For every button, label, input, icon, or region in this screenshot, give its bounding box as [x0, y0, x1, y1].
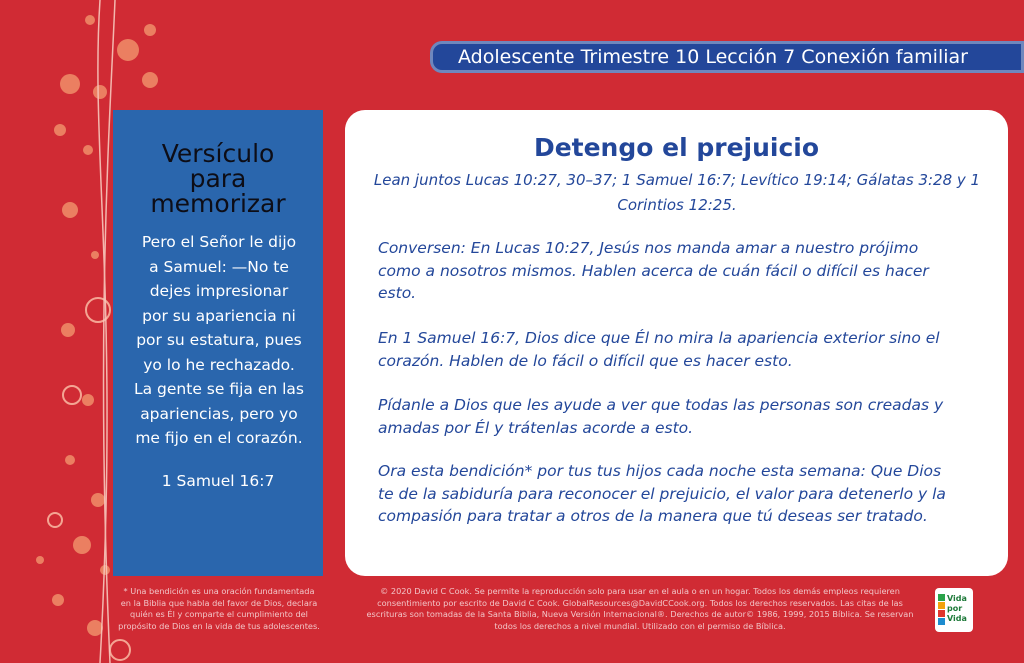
copyright-line: © 2020 David C Cook. Se permite la reproducción solo para usar en el aula o en un hogar. Todos los demás empleos requieren	[380, 586, 900, 596]
footnote-line: * Una bendición es una oración fundamentada	[123, 586, 315, 596]
paragraph-line: En 1 Samuel 16:7, Dios dice que Él no mira la apariencia exterior sino el	[378, 329, 940, 347]
copyright-line: consentimiento por escrito de David C Cook. GlobalResources@DavidCCook.org. Todos los derechos reservados. Las citas de las	[377, 597, 903, 608]
memory-verse-line: yo lo he rechazado.	[143, 355, 295, 374]
paragraph-line: corazón. Hablen de lo fácil o difícil que es hacer esto.	[378, 351, 793, 370]
memory-verse-title-line: para	[189, 164, 247, 193]
memory-verse-line: dejes impresionar	[149, 282, 289, 300]
footnote-line: en la Biblia que habla del favor de Dios, declara	[120, 597, 318, 608]
logo-text-line: por	[947, 604, 963, 613]
copyright-line: escrituras son tomadas de la Santa Biblia, Nueva Versión Internacional®. Derechos de autor© 1986, 1999, 2015 Bíblica. Se reservan	[366, 609, 914, 620]
activity-card	[345, 110, 1008, 576]
paragraph-line: esto.	[378, 284, 417, 302]
paragraph-samuel	[378, 327, 988, 372]
logo-stripe-red	[938, 610, 945, 617]
paragraph-line: Ora esta bendición* por tus tus hijos cada noche esta semana: Que Dios	[378, 462, 942, 480]
logo-stripe-blue	[938, 618, 945, 625]
paragraph-pray	[378, 394, 988, 439]
paragraph-line: te de la sabiduría para reconocer el prejuicio, el valor para detenerlo y la	[378, 484, 946, 503]
reading-instructions	[367, 168, 987, 218]
memory-verse-line: La gente se fija en las	[133, 380, 304, 398]
memory-verse-panel	[113, 110, 323, 576]
paragraph-line: como a nosotros mismos. Hablen acerca de cuán fácil o difícil es hacer	[378, 261, 929, 280]
paragraph-line: amadas por Él y trátenlas acorde a esto.	[378, 418, 694, 437]
memory-verse-line: Pero el Señor le dijo	[141, 233, 297, 251]
footnote-line: propósito de Dios en la vida de tus adolescentes.	[118, 620, 320, 631]
vida-por-vida-logo	[935, 588, 973, 632]
memory-verse-line: apariencias, pero yo	[140, 404, 298, 423]
memory-verse-title	[113, 141, 323, 216]
logo-stripe-orange	[938, 602, 945, 609]
blessing-footnote	[110, 586, 328, 632]
memory-verse-title-line: Versículo	[161, 139, 275, 168]
logo-stripe-green	[938, 594, 945, 601]
reading-line: Corintios 12:25.	[617, 196, 737, 214]
paragraph-converse	[378, 237, 988, 305]
memory-verse-line: por su apariencia ni	[142, 306, 296, 325]
reading-line: Lean juntos Lucas 10:27, 30–37; 1 Samuel 16:7; Levítico 19:14; Gálatas 3:28 y 1	[373, 171, 981, 189]
memory-verse-text	[121, 230, 317, 451]
memory-verse-reference: 1 Samuel 16:7	[161, 472, 275, 490]
paragraph-line: Conversen: En Lucas 10:27, Jesús nos manda amar a nuestro prójimo	[378, 239, 919, 257]
copyright-line: todos los derechos a nivel mundial. Utilizado con el permiso de Bíblica.	[494, 620, 786, 631]
footnote-line: quién es Él y comparte el cumplimiento del	[130, 609, 308, 620]
memory-verse-title-line: memorizar	[150, 189, 286, 218]
header-title: Adolescente Trimestre 10 Lección 7 Conexión familiar	[458, 46, 968, 68]
copyright-notice	[360, 586, 920, 632]
paragraph-line: Pídanle a Dios que les ayude a ver que todas las personas son creadas y	[378, 396, 944, 414]
memory-verse-line: por su estatura, pues	[136, 331, 302, 349]
memory-verse-line: me fijo en el corazón.	[135, 429, 303, 447]
logo-text-line: Vida	[947, 614, 967, 623]
paragraph-line: compasión para tratar a otros de la manera que tú deseas ser tratado.	[378, 507, 928, 525]
logo-text-line: Vida	[947, 594, 967, 603]
paragraph-blessing	[378, 460, 988, 528]
card-title: Detengo el prejuicio	[533, 133, 820, 162]
memory-verse-line: a Samuel: —No te	[149, 257, 289, 276]
